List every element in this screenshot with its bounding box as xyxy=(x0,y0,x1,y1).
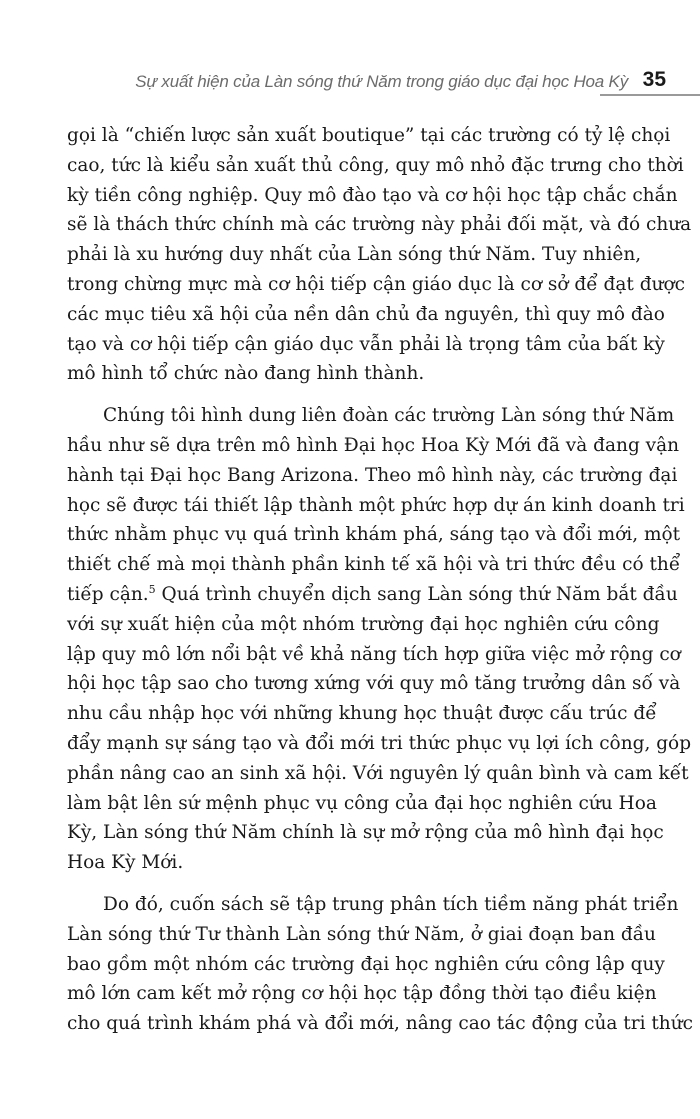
text-line: Do đó, cuốn sách sẽ tập trung phân tích tiềm năng phát triển xyxy=(103,893,679,915)
text-line: làm bật lên sứ mệnh phục vụ công của đại học nghiên cứu Hoa xyxy=(67,792,657,814)
text-segment: Quá trình chuyển dịch sang Làn sóng thứ Năm bắt đầu xyxy=(155,583,678,605)
footnote-marker[interactable]: 5 xyxy=(148,582,156,596)
paragraph-1 xyxy=(67,121,692,389)
text-line: hầu như sẽ dựa trên mô hình Đại học Hoa Kỳ Mới đã và đang vận xyxy=(67,434,680,456)
text-line: cao, tức là kiểu sản xuất thủ công, quy mô nhỏ đặc trưng cho thời xyxy=(67,154,684,176)
text-line: thiết chế mà mọi thành phần kinh tế xã hội và tri thức đều có thể xyxy=(67,554,681,576)
text-line: phần nâng cao an sinh xã hội. Với nguyên lý quân bình và cam kết xyxy=(67,762,689,784)
text-line-with-footnote xyxy=(67,580,678,610)
running-title: Sự xuất hiện của Làn sóng thứ Năm trong giáo dục đại học Hoa Kỳ xyxy=(135,72,628,91)
text-line: Làn sóng thứ Tư thành Làn sóng thứ Năm, ở giai đoạn ban đầu xyxy=(67,923,656,945)
text-line: Chúng tôi hình dung liên đoàn các trường Làn sóng thứ Năm xyxy=(103,405,675,427)
text-line: kỳ tiền công nghiệp. Quy mô đào tạo và cơ hội học tập chắc chắn xyxy=(67,184,678,206)
text-line: lập quy mô lớn nổi bật về khả năng tích hợp giữa việc mở rộng cơ xyxy=(67,643,681,665)
text-line: nhu cầu nhập học với những khung học thuật được cấu trúc để xyxy=(67,703,657,725)
text-line: tạo và cơ hội tiếp cận giáo dục vẫn phải là trọng tâm của bất kỳ xyxy=(67,333,665,355)
running-header xyxy=(0,64,700,104)
header-rule xyxy=(600,94,700,96)
text-line: Kỳ, Làn sóng thứ Năm chính là sự mở rộng của mô hình đại học xyxy=(67,822,664,844)
text-segment: tiếp cận. xyxy=(67,583,149,605)
text-line: sẽ là thách thức chính mà các trường này phải đối mặt, và đó chưa xyxy=(67,214,692,236)
text-line: mô lớn cam kết mở rộng cơ hội học tập đồng thời tạo điều kiện xyxy=(67,983,657,1005)
text-line: các mục tiêu xã hội của nền dân chủ đa nguyên, thì quy mô đào xyxy=(67,303,665,325)
paragraph-3 xyxy=(67,890,693,1039)
text-line: cho quá trình khám phá và đổi mới, nâng cao tác động của tri thức xyxy=(67,1013,693,1035)
body-text xyxy=(67,121,693,1051)
text-line: học sẽ được tái thiết lập thành một phức hợp dự án kinh doanh tri xyxy=(67,494,685,516)
paragraph-2 xyxy=(67,401,692,878)
text-line: hành tại Đại học Bang Arizona. Theo mô hình này, các trường đại xyxy=(67,464,678,486)
text-line: trong chừng mực mà cơ hội tiếp cận giáo dục là cơ sở để đạt được xyxy=(67,273,685,295)
page-number: 35 xyxy=(642,68,666,91)
text-line: Hoa Kỳ Mới. xyxy=(67,852,184,874)
text-line: bao gồm một nhóm các trường đại học nghiên cứu công lập quy xyxy=(67,953,665,975)
text-line: đẩy mạnh sự sáng tạo và đổi mới tri thức phục vụ lợi ích công, góp xyxy=(67,732,692,754)
text-line: gọi là “chiến lược sản xuất boutique” tại các trường có tỷ lệ chọi xyxy=(67,125,671,146)
text-line: thức nhằm phục vụ quá trình khám phá, sáng tạo và đổi mới, một xyxy=(67,524,681,546)
text-line: hội học tập sao cho tương xứng với quy mô tăng trưởng dân số và xyxy=(67,673,681,695)
text-line: với sự xuất hiện của một nhóm trường đại học nghiên cứu công xyxy=(67,613,660,635)
text-line: mô hình tổ chức nào đang hình thành. xyxy=(67,363,425,385)
text-line: phải là xu hướng duy nhất của Làn sóng thứ Năm. Tuy nhiên, xyxy=(67,244,642,266)
